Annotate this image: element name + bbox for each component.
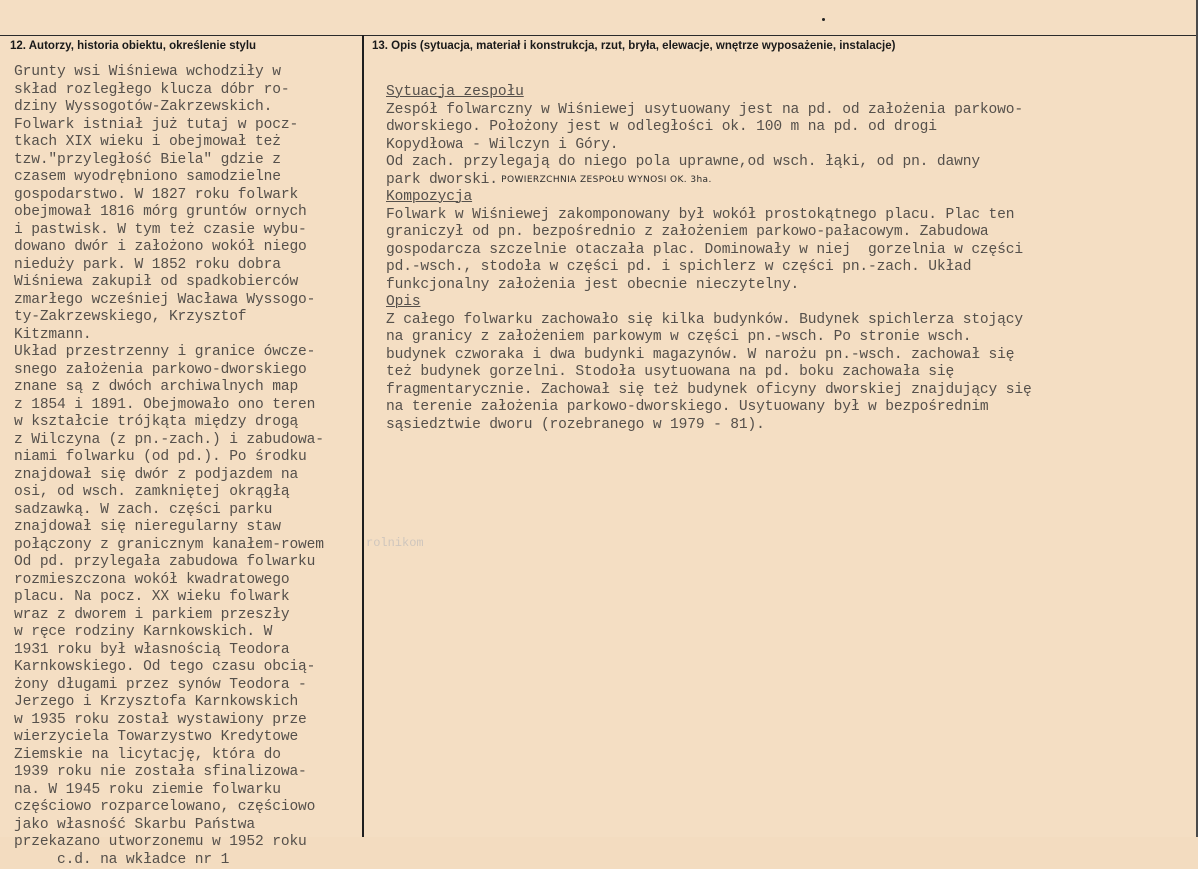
description-line: [386, 119, 1032, 137]
section-heading: [386, 294, 1032, 312]
description-line-text: na terenie założenia parkowo-dworskiego. Usytuowany był w bezpośrednim: [386, 399, 989, 415]
description-line-text: budynek czworaka i dwa budynki magazynów. W narożu pn.-wsch. zachował się: [386, 347, 1014, 363]
history-line: gospodarstwo. W 1827 roku folwark: [14, 187, 324, 205]
history-line: wraz z dworem i parkiem przeszły: [14, 607, 324, 625]
section-heading-text: Sytuacja zespołu: [386, 84, 524, 100]
history-line: z 1854 i 1891. Obejmowało ono teren: [14, 397, 324, 415]
description-line: [386, 382, 1032, 400]
description-line-text: sąsiedztwie dworu (rozebranego w 1979 - 81).: [386, 417, 765, 433]
history-line: na. W 1945 roku ziemie folwarku: [14, 782, 324, 800]
history-line: placu. Na pocz. XX wieku folwark: [14, 589, 324, 607]
history-line: rozmieszczona wokół kwadratowego: [14, 572, 324, 590]
description-line-text: Od zach. przylegają do niego pola uprawne,od wsch. łąki, od pn. dawny: [386, 154, 980, 170]
history-line: Karnkowskiego. Od tego czasu obcią-: [14, 659, 324, 677]
history-line: Układ przestrzenny i granice ówcze-: [14, 344, 324, 362]
description-line: [386, 364, 1032, 382]
description-line: [386, 102, 1032, 120]
description-line-text: dworskiego. Położony jest w odległości ok. 100 m na pd. od drogi: [386, 119, 937, 135]
description-line: [386, 207, 1032, 225]
history-line: dowano dwór i założono wokół niego: [14, 239, 324, 257]
history-line: 1931 roku był własnością Teodora: [14, 642, 324, 660]
description-line: [386, 399, 1032, 417]
history-line: dziny Wyssogotów-Zakrzewskich.: [14, 99, 324, 117]
history-line: Folwark istniał już tutaj w pocz-: [14, 117, 324, 135]
description-line-text: na granicy z założeniem parkowym w części pn.-wsch. Po stronie wsch.: [386, 329, 971, 345]
description-line: [386, 312, 1032, 330]
history-line: Wiśniewa zakupił od spadkobierców: [14, 274, 324, 292]
history-line: tzw."przyległość Biela" gdzie z: [14, 152, 324, 170]
field-12-header: 12. Autorzy, historia obiektu, określenie stylu: [10, 40, 256, 52]
section-heading: [386, 84, 1032, 102]
history-line: wierzyciela Towarzystwo Kredytowe: [14, 729, 324, 747]
description-line: [386, 417, 1032, 435]
description-line-text: funkcjonalny założenia jest obecnie nieczytelny.: [386, 277, 799, 293]
history-line: w 1935 roku został wystawiony prze: [14, 712, 324, 730]
history-line: i pastwisk. W tym też czasie wybu-: [14, 222, 324, 240]
handwritten-note: POWIERZCHNIA ZESPOŁU WYNOSI OK. 3ha.: [498, 175, 712, 185]
ink-dot: [822, 18, 825, 21]
history-line: niami folwarku (od pd.). Po środku: [14, 449, 324, 467]
history-line: Kitzmann.: [14, 327, 324, 345]
history-line: snego założenia parkowo-dworskiego: [14, 362, 324, 380]
description-line-text: Kopydłowa - Wilczyn i Góry.: [386, 137, 618, 153]
history-line: znajdował się nieregularny staw: [14, 519, 324, 537]
history-line: nieduży park. W 1852 roku dobra: [14, 257, 324, 275]
description-text: [386, 84, 1032, 434]
description-line-text: graniczył od pn. bezpośrednio z założeniem parkowo-pałacowym. Zabudowa: [386, 224, 989, 240]
history-line: ty-Zakrzewskiego, Krzysztof: [14, 309, 324, 327]
description-line-text: pd.-wsch., stodoła w części pd. i spichlerz w części pn.-zach. Układ: [386, 259, 971, 275]
history-line: Grunty wsi Wiśniewa wchodziły w: [14, 64, 324, 82]
description-line: [386, 242, 1032, 260]
history-line: obejmował 1816 mórg gruntów ornych: [14, 204, 324, 222]
description-line: [386, 347, 1032, 365]
history-line: c.d. na wkładce nr 1: [14, 852, 324, 869]
history-line: znane są z dwóch archiwalnych map: [14, 379, 324, 397]
history-line: połączony z granicznym kanałem-rowem: [14, 537, 324, 555]
description-line: [386, 259, 1032, 277]
description-line-text: fragmentarycznie. Zachował się też budynek oficyny dworskiej znajdujący się: [386, 382, 1032, 398]
description-line-text: park dworski.: [386, 172, 498, 188]
field-13-header: 13. Opis (sytuacja, materiał i konstrukcja, rzut, bryła, elewacje, wnętrze wyposażenie, instalacje): [372, 40, 895, 52]
description-line: [386, 172, 1032, 190]
description-line-text: Z całego folwarku zachowało się kilka budynków. Budynek spichlerza stojący: [386, 312, 1023, 328]
description-line-text: też budynek gorzelni. Stodoła usytuowana na pd. boku zachowała się: [386, 364, 954, 380]
history-line: zmarłego wcześniej Wacława Wyssogo-: [14, 292, 324, 310]
history-line: z Wilczyna (z pn.-zach.) i zabudowa-: [14, 432, 324, 450]
history-line: sadzawką. W zach. części parku: [14, 502, 324, 520]
history-text: [14, 64, 324, 869]
faded-bleed-text: rolnikom: [366, 536, 424, 550]
description-line-text: gospodarcza szczelnie otaczała plac. Dominowały w niej gorzelnia w części: [386, 242, 1023, 258]
description-line-text: Zespół folwarczny w Wiśniewej usytuowany jest na pd. od założenia parkowo-: [386, 102, 1023, 118]
description-line: [386, 154, 1032, 172]
history-line: czasem wyodrębniono samodzielne: [14, 169, 324, 187]
section-heading-text: Opis: [386, 294, 420, 310]
history-line: 1939 roku nie została sfinalizowa-: [14, 764, 324, 782]
history-line: częściowo rozparcelowano, częściowo: [14, 799, 324, 817]
history-line: żony długami przez synów Teodora -: [14, 677, 324, 695]
history-line: tkach XIX wieku i obejmował też: [14, 134, 324, 152]
form-top-rule: [0, 35, 1198, 36]
history-line: w ręce rodziny Karnkowskich. W: [14, 624, 324, 642]
section-heading: [386, 189, 1032, 207]
section-heading-text: Kompozycja: [386, 189, 472, 205]
history-line: Ziemskie na licytację, która do: [14, 747, 324, 765]
history-line: jako własność Skarbu Państwa: [14, 817, 324, 835]
history-line: przekazano utworzonemu w 1952 roku: [14, 834, 324, 852]
column-divider: [362, 35, 364, 837]
description-line-text: Folwark w Wiśniewej zakomponowany był wokół prostokątnego placu. Plac ten: [386, 207, 1014, 223]
description-line: [386, 224, 1032, 242]
history-line: Jerzego i Krzysztofa Karnkowskich: [14, 694, 324, 712]
history-line: Od pd. przylegała zabudowa folwarku: [14, 554, 324, 572]
description-line: [386, 329, 1032, 347]
history-line: osi, od wsch. zamkniętej okrągłą: [14, 484, 324, 502]
history-line: w kształcie trójkąta między drogą: [14, 414, 324, 432]
history-line: skład rozległego klucza dóbr ro-: [14, 82, 324, 100]
history-line: znajdował się dwór z podjazdem na: [14, 467, 324, 485]
description-line: [386, 277, 1032, 295]
description-line: [386, 137, 1032, 155]
